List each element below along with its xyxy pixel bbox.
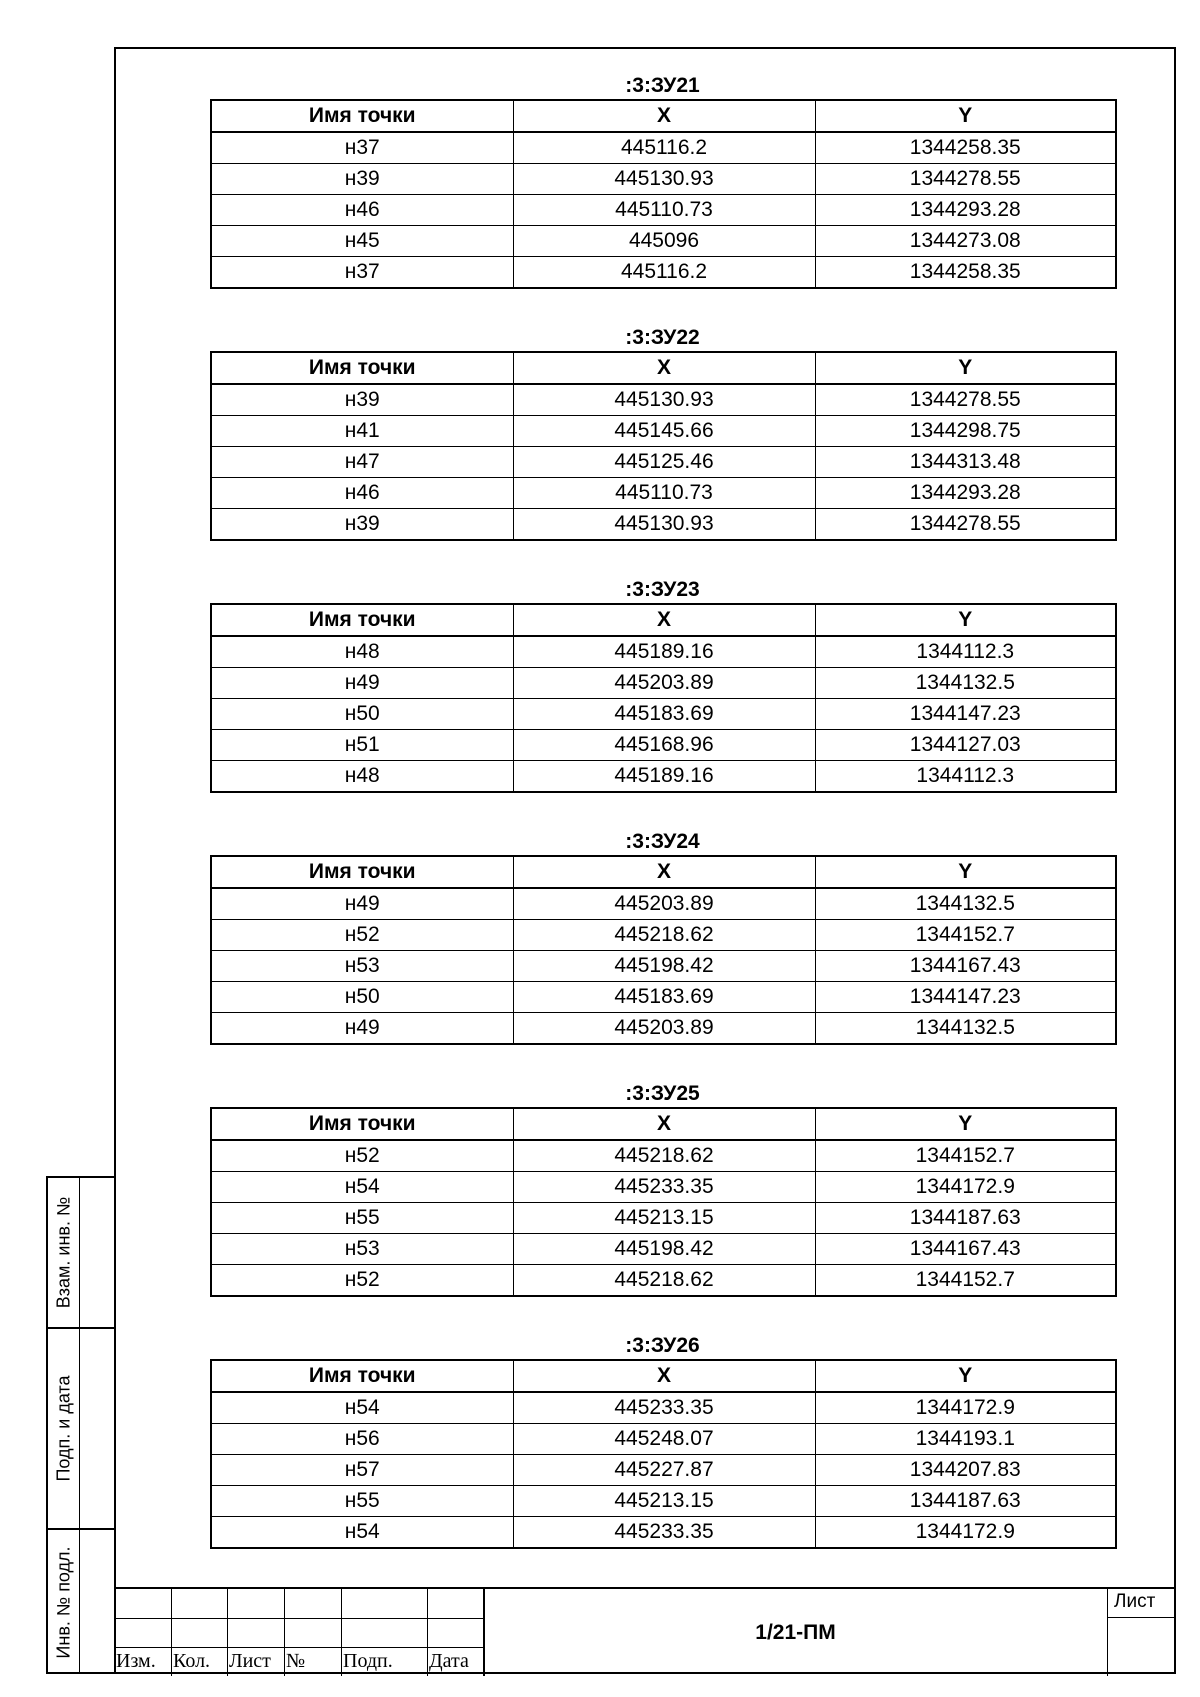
table-row bbox=[211, 164, 1116, 195]
table-row bbox=[211, 1234, 1116, 1265]
y-header: Y bbox=[815, 1360, 1116, 1392]
y-cell: 1344278.55 bbox=[815, 384, 1116, 416]
coordinates-table bbox=[210, 351, 1117, 541]
x-cell: 445218.62 bbox=[513, 1265, 815, 1297]
x-cell: 445213.15 bbox=[513, 1203, 815, 1234]
x-cell: 445189.16 bbox=[513, 761, 815, 793]
x-cell: 445168.96 bbox=[513, 730, 815, 761]
x-header: X bbox=[513, 604, 815, 636]
kol-caption: Кол. bbox=[173, 1650, 211, 1672]
side-binding-strip bbox=[46, 1176, 114, 1674]
zone-title: :3:ЗУ22 bbox=[625, 326, 700, 349]
table-header-row bbox=[211, 100, 1116, 132]
document-code: 1/21-ПМ bbox=[755, 1620, 836, 1644]
table-row bbox=[211, 951, 1116, 982]
y-cell: 1344313.48 bbox=[815, 447, 1116, 478]
point-name-cell: н49 bbox=[211, 1013, 513, 1045]
y-header: Y bbox=[815, 856, 1116, 888]
coordinate-tables bbox=[210, 70, 1115, 1582]
y-cell: 1344152.7 bbox=[815, 1265, 1116, 1297]
y-header: Y bbox=[815, 1108, 1116, 1140]
y-cell: 1344273.08 bbox=[815, 226, 1116, 257]
x-cell: 445248.07 bbox=[513, 1424, 815, 1455]
inv-podl-label: Инв. № подл. bbox=[53, 1545, 74, 1659]
x-cell: 445116.2 bbox=[513, 257, 815, 289]
x-cell: 445203.89 bbox=[513, 888, 815, 920]
point-name-cell: н50 bbox=[211, 982, 513, 1013]
y-cell: 1344258.35 bbox=[815, 132, 1116, 164]
point-name-cell: н48 bbox=[211, 636, 513, 668]
coordinates-table bbox=[210, 855, 1117, 1045]
podp-caption: Подп. bbox=[343, 1650, 393, 1672]
y-header: Y bbox=[815, 604, 1116, 636]
y-cell: 1344193.1 bbox=[815, 1424, 1116, 1455]
x-cell: 445130.93 bbox=[513, 509, 815, 541]
zone-title: :3:ЗУ21 bbox=[625, 74, 700, 97]
point-name-cell: н52 bbox=[211, 920, 513, 951]
zone-title: :3:ЗУ24 bbox=[625, 830, 700, 853]
y-cell: 1344207.83 bbox=[815, 1455, 1116, 1486]
x-cell: 445218.62 bbox=[513, 920, 815, 951]
point-name-cell: н54 bbox=[211, 1172, 513, 1203]
table-row bbox=[211, 730, 1116, 761]
point-name-cell: н37 bbox=[211, 257, 513, 289]
x-header: X bbox=[513, 856, 815, 888]
point-name-cell: н50 bbox=[211, 699, 513, 730]
x-cell: 445130.93 bbox=[513, 164, 815, 195]
x-cell: 445130.93 bbox=[513, 384, 815, 416]
zone-title: :3:ЗУ23 bbox=[625, 578, 700, 601]
izm-caption: Изм. bbox=[116, 1650, 156, 1672]
point-name-cell: н51 bbox=[211, 730, 513, 761]
coordinates-table bbox=[210, 99, 1117, 289]
point-name-cell: н39 bbox=[211, 509, 513, 541]
point-name-cell: н46 bbox=[211, 478, 513, 509]
y-cell: 1344152.7 bbox=[815, 920, 1116, 951]
zone-title: :3:ЗУ25 bbox=[625, 1082, 700, 1105]
point-name-cell: н49 bbox=[211, 668, 513, 699]
point-name-header: Имя точки bbox=[211, 352, 513, 384]
point-name-header: Имя точки bbox=[211, 1360, 513, 1392]
x-cell: 445203.89 bbox=[513, 668, 815, 699]
x-cell: 445116.2 bbox=[513, 132, 815, 164]
table-header-row bbox=[211, 1108, 1116, 1140]
zone-block bbox=[210, 70, 1115, 289]
x-cell: 445218.62 bbox=[513, 1140, 815, 1172]
x-header: X bbox=[513, 352, 815, 384]
y-header: Y bbox=[815, 100, 1116, 132]
point-name-cell: н46 bbox=[211, 195, 513, 226]
zone-block bbox=[210, 574, 1115, 793]
table-row bbox=[211, 478, 1116, 509]
y-cell: 1344132.5 bbox=[815, 1013, 1116, 1045]
x-header: X bbox=[513, 1108, 815, 1140]
y-cell: 1344172.9 bbox=[815, 1392, 1116, 1424]
table-row bbox=[211, 636, 1116, 668]
point-name-header: Имя точки bbox=[211, 856, 513, 888]
table-row bbox=[211, 1392, 1116, 1424]
y-cell: 1344187.63 bbox=[815, 1203, 1116, 1234]
table-header-row bbox=[211, 352, 1116, 384]
y-cell: 1344172.9 bbox=[815, 1172, 1116, 1203]
table-row bbox=[211, 1172, 1116, 1203]
table-header-row bbox=[211, 604, 1116, 636]
table-row bbox=[211, 1486, 1116, 1517]
table-row bbox=[211, 1013, 1116, 1045]
point-name-header: Имя точки bbox=[211, 100, 513, 132]
point-name-cell: н48 bbox=[211, 761, 513, 793]
x-cell: 445183.69 bbox=[513, 699, 815, 730]
point-name-cell: н53 bbox=[211, 951, 513, 982]
y-cell: 1344147.23 bbox=[815, 699, 1116, 730]
point-name-cell: н37 bbox=[211, 132, 513, 164]
point-name-cell: н49 bbox=[211, 888, 513, 920]
data-caption: Дата bbox=[429, 1650, 469, 1672]
point-name-cell: н55 bbox=[211, 1203, 513, 1234]
table-row bbox=[211, 699, 1116, 730]
x-cell: 445213.15 bbox=[513, 1486, 815, 1517]
x-cell: 445125.46 bbox=[513, 447, 815, 478]
y-cell: 1344152.7 bbox=[815, 1140, 1116, 1172]
point-name-cell: н41 bbox=[211, 416, 513, 447]
point-name-header: Имя точки bbox=[211, 604, 513, 636]
x-cell: 445183.69 bbox=[513, 982, 815, 1013]
x-cell: 445189.16 bbox=[513, 636, 815, 668]
table-row bbox=[211, 888, 1116, 920]
point-name-cell: н53 bbox=[211, 1234, 513, 1265]
vzam-inv-label: Взам. инв. № bbox=[53, 1196, 74, 1309]
y-cell: 1344132.5 bbox=[815, 888, 1116, 920]
point-name-cell: н45 bbox=[211, 226, 513, 257]
x-cell: 445110.73 bbox=[513, 478, 815, 509]
x-cell: 445203.89 bbox=[513, 1013, 815, 1045]
zone-block bbox=[210, 826, 1115, 1045]
y-cell: 1344298.75 bbox=[815, 416, 1116, 447]
table-row bbox=[211, 1517, 1116, 1549]
zone-block bbox=[210, 322, 1115, 541]
x-cell: 445198.42 bbox=[513, 951, 815, 982]
x-cell: 445198.42 bbox=[513, 1234, 815, 1265]
point-name-cell: н55 bbox=[211, 1486, 513, 1517]
point-name-cell: н54 bbox=[211, 1392, 513, 1424]
list-caption: Лист bbox=[229, 1650, 271, 1672]
point-name-cell: н54 bbox=[211, 1517, 513, 1549]
table-row bbox=[211, 226, 1116, 257]
table-row bbox=[211, 384, 1116, 416]
table-row bbox=[211, 416, 1116, 447]
x-cell: 445227.87 bbox=[513, 1455, 815, 1486]
table-header-row bbox=[211, 1360, 1116, 1392]
y-cell: 1344112.3 bbox=[815, 761, 1116, 793]
y-cell: 1344112.3 bbox=[815, 636, 1116, 668]
point-name-cell: н39 bbox=[211, 164, 513, 195]
table-row bbox=[211, 447, 1116, 478]
point-name-cell: н56 bbox=[211, 1424, 513, 1455]
y-cell: 1344293.28 bbox=[815, 478, 1116, 509]
x-cell: 445145.66 bbox=[513, 416, 815, 447]
y-cell: 1344167.43 bbox=[815, 951, 1116, 982]
table-row bbox=[211, 920, 1116, 951]
x-cell: 445233.35 bbox=[513, 1392, 815, 1424]
zone-block bbox=[210, 1078, 1115, 1297]
table-row bbox=[211, 509, 1116, 541]
x-cell: 445096 bbox=[513, 226, 815, 257]
y-cell: 1344147.23 bbox=[815, 982, 1116, 1013]
table-row bbox=[211, 1265, 1116, 1297]
sheet-label: Лист bbox=[1114, 1591, 1156, 1612]
coordinates-table bbox=[210, 603, 1117, 793]
table-row bbox=[211, 1424, 1116, 1455]
point-name-header: Имя точки bbox=[211, 1108, 513, 1140]
y-cell: 1344278.55 bbox=[815, 509, 1116, 541]
y-cell: 1344132.5 bbox=[815, 668, 1116, 699]
coordinates-table bbox=[210, 1107, 1117, 1297]
point-name-cell: н52 bbox=[211, 1265, 513, 1297]
table-row bbox=[211, 982, 1116, 1013]
x-cell: 445233.35 bbox=[513, 1517, 815, 1549]
y-cell: 1344187.63 bbox=[815, 1486, 1116, 1517]
table-row bbox=[211, 195, 1116, 226]
table-row bbox=[211, 1203, 1116, 1234]
podp-data-label: Подп. и дата bbox=[53, 1375, 74, 1482]
x-cell: 445110.73 bbox=[513, 195, 815, 226]
table-row bbox=[211, 132, 1116, 164]
table-row bbox=[211, 1140, 1116, 1172]
y-cell: 1344127.03 bbox=[815, 730, 1116, 761]
point-name-cell: н57 bbox=[211, 1455, 513, 1486]
y-cell: 1344258.35 bbox=[815, 257, 1116, 289]
table-header-row bbox=[211, 856, 1116, 888]
y-cell: 1344167.43 bbox=[815, 1234, 1116, 1265]
y-cell: 1344278.55 bbox=[815, 164, 1116, 195]
number-caption: № bbox=[286, 1650, 306, 1672]
table-row bbox=[211, 761, 1116, 793]
x-header: X bbox=[513, 100, 815, 132]
x-header: X bbox=[513, 1360, 815, 1392]
y-header: Y bbox=[815, 352, 1116, 384]
zone-block bbox=[210, 1330, 1115, 1549]
point-name-cell: н39 bbox=[211, 384, 513, 416]
table-row bbox=[211, 257, 1116, 289]
point-name-cell: н52 bbox=[211, 1140, 513, 1172]
coordinates-table bbox=[210, 1359, 1117, 1549]
zone-title: :3:ЗУ26 bbox=[625, 1334, 700, 1357]
table-row bbox=[211, 1455, 1116, 1486]
y-cell: 1344293.28 bbox=[815, 195, 1116, 226]
point-name-cell: н47 bbox=[211, 447, 513, 478]
title-block bbox=[114, 1587, 1176, 1674]
x-cell: 445233.35 bbox=[513, 1172, 815, 1203]
y-cell: 1344172.9 bbox=[815, 1517, 1116, 1549]
table-row bbox=[211, 668, 1116, 699]
